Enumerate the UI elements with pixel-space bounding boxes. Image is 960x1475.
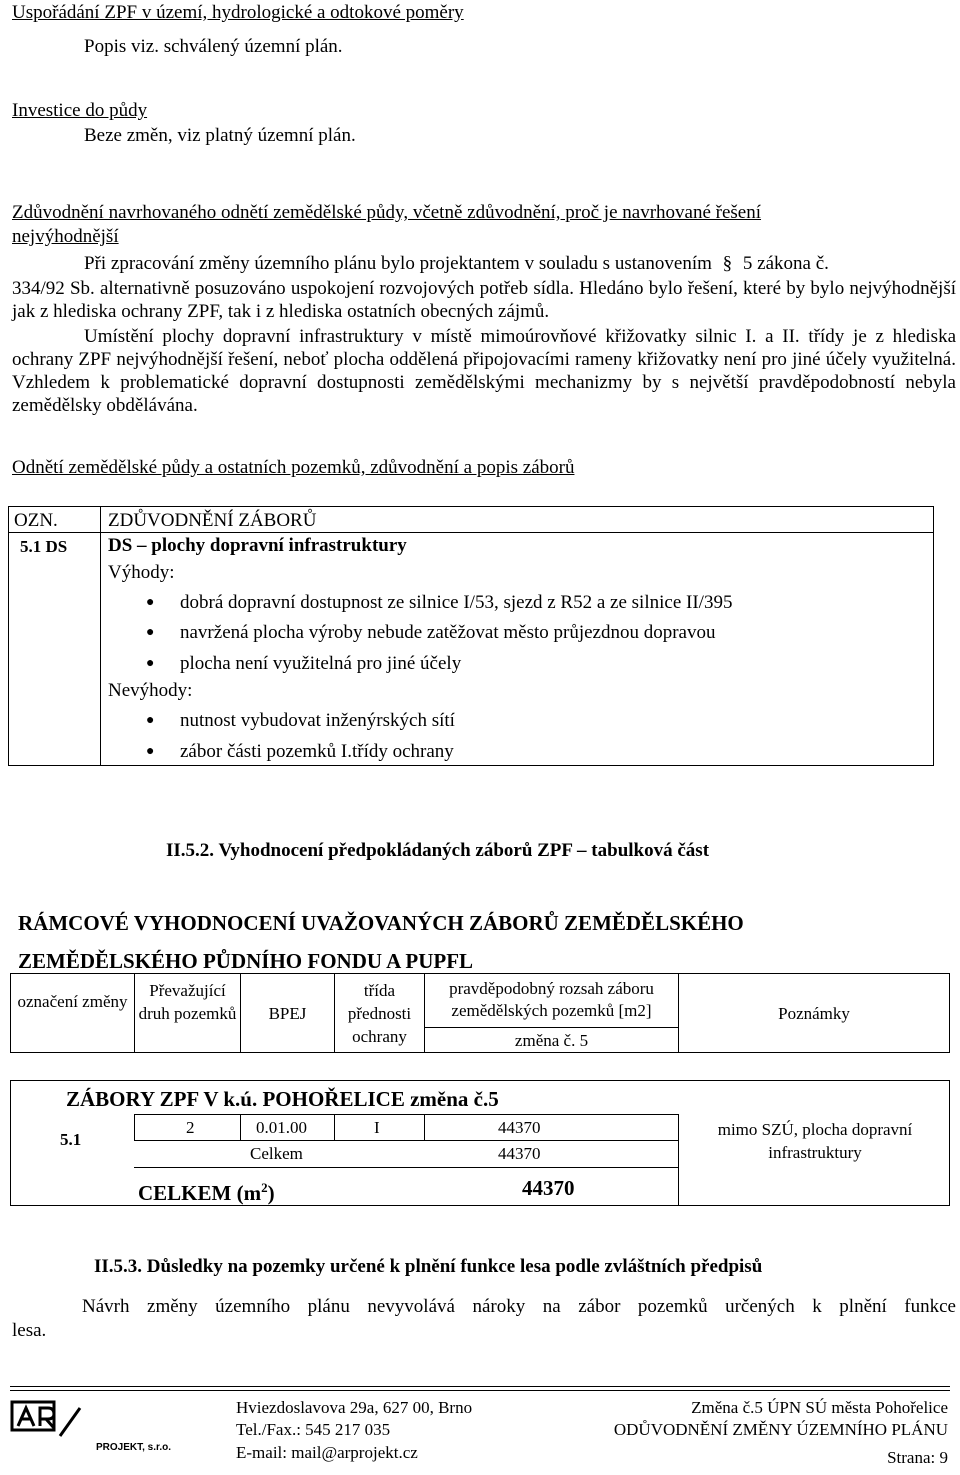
header-trida: třída přednosti ochrany (347, 981, 412, 1046)
con-item: nutnost vybudovat inženýrských sítí (180, 710, 455, 731)
header-poznamky: Poznámky (778, 1004, 850, 1023)
text-investice: Beze změn, viz platný územní plán. (84, 125, 356, 146)
row-bpej: 0.01.00 (256, 1118, 307, 1137)
text-popis: Popis viz. schválený územní plán. (84, 36, 343, 57)
page-label: Strana: (887, 1448, 940, 1467)
ar-logo-icon (10, 1400, 90, 1442)
pro-item: dobrá dopravní dostupnost ze silnice I/53, sjezd z R52 a ze silnice II/395 (180, 592, 733, 613)
heading-uspořádání: Uspořádání ZPF v území, hydrologické a odtokové poměry (12, 2, 464, 23)
cons-label: Nevýhody: (108, 680, 193, 701)
total-label-sup: 2 (261, 1180, 268, 1195)
bullet-icon: ● (146, 595, 155, 610)
group-title: ZÁBORY ZPF V k.ú. POHOŘELICE změna č.5 (66, 1087, 499, 1111)
row-poznamky: mimo SZÚ, plocha dopravní infrastruktury (717, 1120, 913, 1162)
row-trida: I (374, 1118, 380, 1137)
para1-continued: 334/92 Sb. alternativně posuzováno uspokojení rozvojových potřeb sídla. Hledáno bylo řešení, které by bylo nejvýhodnější jak z hlediska ochrany ZPF, tak i z hlediska ostatních obecných zájmů. (12, 278, 956, 322)
header-zmena: změna č. 5 (514, 1031, 589, 1050)
page-number: 9 (939, 1448, 948, 1467)
bullet-icon: ● (146, 713, 155, 728)
heading-zduvodneni-2: nejvýhodnější (12, 226, 119, 247)
footer-address: Hviezdoslavova 29a, 627 00, Brno (236, 1398, 473, 1417)
bullet-icon: ● (146, 744, 155, 759)
bullet-icon: ● (146, 656, 155, 671)
row-rozsah: 44370 (498, 1118, 541, 1137)
row-title: DS – plochy dopravní infrastruktury (108, 535, 407, 556)
total-value: 44370 (522, 1176, 575, 1200)
total-label-close: ) (267, 1181, 275, 1205)
heading-investice: Investice do půdy (12, 100, 148, 121)
text-dusledky-1: Návrh změny územního plánu nevyvolává nároky na zábor pozemků určených k plnění funkce (82, 1296, 956, 1317)
section-sign-icon: § (722, 253, 733, 274)
con-item: zábor části pozemků I.třídy ochrany (180, 741, 454, 762)
heading-zduvodneni-1: Zdůvodnění navrhovaného odnětí zemědělské půdy, včetně zdůvodnění, proč je navrhované řešení (12, 202, 762, 223)
heading-vyhodnoceni: II.5.2. Vyhodnocení předpokládaných záborů ZPF – tabulková část (166, 840, 710, 861)
para1-text: Při zpracování změny územního plánu bylo projektantem v souladu s ustanovením (84, 253, 712, 274)
frame-title-1: RÁMCOVÉ VYHODNOCENÍ UVAŽOVANÝCH ZÁBORŮ ZEMĚDĚLSKÉHO (18, 911, 744, 935)
total-label (138, 1175, 275, 1206)
pro-item: navržená plocha výroby nebude zatěžovat město průjezdnou dopravou (180, 622, 716, 643)
para1-line1 (84, 253, 829, 275)
header-rozsah: pravděpodobný rozsah záboru zemědělských pozemků [m2] (449, 979, 654, 1020)
row-oznaceni: 5.1 (60, 1130, 82, 1149)
col-zduvodneni-header: ZDŮVODNĚNÍ ZÁBORŮ (108, 510, 317, 531)
footer-phone: Tel./Fax.: 545 217 035 (236, 1420, 391, 1439)
subtotal-value: 44370 (498, 1144, 541, 1163)
footer-email: E-mail: mail@arprojekt.cz (236, 1443, 418, 1462)
text-dusledky-2: lesa. (12, 1320, 47, 1341)
subtotal-label: Celkem (250, 1144, 303, 1163)
total-label-text: CELKEM (m (138, 1181, 262, 1205)
row-id: 5.1 DS (20, 537, 68, 556)
heading-dusledky: II.5.3. Důsledky na pozemky určené k plnění funkce lesa podle zvláštních předpisů (94, 1256, 763, 1277)
frame-title-2: ZEMĚDĚLSKÉHO PŮDNÍHO FONDU A PUPFL (18, 949, 474, 973)
header-oznaceni: označení změny (17, 992, 128, 1011)
logo-text: PROJEKT, s.r.o. (96, 1442, 172, 1453)
footer-project: Změna č.5 ÚPN SÚ města Pohořelice (691, 1398, 948, 1417)
row-druh: 2 (186, 1118, 195, 1137)
col-ozn-header: OZN. (14, 510, 58, 531)
para2: Umístění plochy dopravní infrastruktury v místě mimoúrovňové křižovatky silnic I. a II. třídy je z hlediska ochrany ZPF nejvýhodnější řešení, neboť plocha oddělená připojovacími rameny křižovatky není pro jiné účely využitelná. Vzhledem k problematické dopravní dostupnosti zemědělskými mechanizmy by s největší pravděpodobností nebyla zemědělsky obdělávána. (12, 326, 956, 416)
pro-item: plocha není využitelná pro jiné účely (180, 653, 462, 674)
heading-odneti: Odnětí zemědělské půdy a ostatních pozemků, zdůvodnění a popis záborů (12, 457, 575, 478)
header-druh: Převažující druh pozemků (138, 981, 237, 1023)
para1-sect: 5 zákona č. (742, 253, 829, 274)
footer-page (887, 1447, 948, 1469)
footer-doc: ODŮVODNĚNÍ ZMĚNY ÚZEMNÍHO PLÁNU (613, 1420, 948, 1439)
pros-label: Výhody: (108, 562, 175, 583)
bullet-icon: ● (146, 625, 155, 640)
header-bpej: BPEJ (268, 1004, 307, 1023)
